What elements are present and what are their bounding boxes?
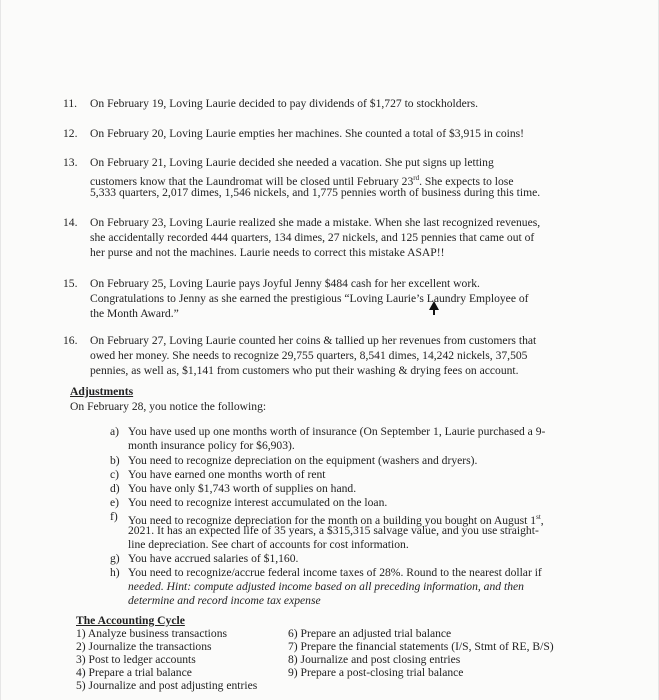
cycle-step: 3) Post to ledger accounts [76, 653, 196, 666]
item-text-line: she accidentally recorded 444 quarters, 134 dimes, 27 nickels, and 125 pennies that came out of [90, 231, 535, 244]
item-text-line: her purse and not the machines. Laurie needs to correct this mistake ASAP!! [90, 246, 445, 259]
adjustment-text-line: needed. Hint: compute adjusted income based on all preceding information, and then [128, 580, 524, 593]
adjustment-letter: g) [110, 552, 120, 565]
adjustment-letter: a) [110, 425, 120, 438]
adjustment-text-line: You have accrued salaries of $1,160. [128, 552, 299, 565]
item-text-line: On February 20, Loving Laurie empties her machines. She counted a total of $3,915 in coins! [90, 127, 525, 140]
item-number: 12. [63, 127, 78, 140]
item-text-line: customers know that the Laundromat will be closed until February 23rd. She expects to lose [90, 174, 514, 188]
item-number: 13. [63, 156, 78, 169]
item-text-line: pennies, as well as, $1,141 from customers who put their washing & drying fees on account. [90, 364, 519, 377]
cycle-step: 4) Prepare a trial balance [76, 666, 192, 679]
adjustment-text-line: You have used up one months worth of insurance (On September 1, Laurie purchased a 9- [128, 425, 546, 438]
adjustments-heading: Adjustments [70, 385, 134, 398]
cycle-heading: The Accounting Cycle [76, 614, 185, 627]
adjustment-letter: f) [110, 510, 118, 523]
item-text-line: owed her money. She needs to recognize 29,755 quarters, 8,541 dimes, 14,242 nickels, 37,505 [90, 349, 528, 362]
item-number: 14. [63, 216, 78, 229]
item-text-line: On February 19, Loving Laurie decided to pay dividends of $1,727 to stockholders. [90, 97, 478, 110]
item-number: 11. [63, 97, 78, 110]
adjustment-text-line: month insurance policy for $6,903). [128, 439, 295, 452]
cycle-step: 2) Journalize the transactions [76, 640, 212, 653]
adjustment-text-line: You need to recognize depreciation on the equipment (washers and dryers). [128, 454, 478, 467]
adjustment-text-line: You need to recognize depreciation for the month on a building you bought on August 1st, [128, 513, 544, 527]
cycle-step: 5) Journalize and post adjusting entries [76, 679, 258, 692]
adjustment-letter: e) [110, 496, 120, 509]
adjustment-text-line: 2021. It has an expected life of 35 years, a $315,315 salvage value, and you use straight- [128, 524, 539, 537]
item-text-line: On February 23, Loving Laurie realized she made a mistake. When she last recognized revenues, [90, 216, 541, 229]
adjustment-text-line: You need to recognize interest accumulated on the loan. [128, 496, 388, 509]
item-text-line: On February 25, Loving Laurie pays Joyful Jenny $484 cash for her excellent work. [90, 277, 480, 290]
adjustment-text-line: line depreciation. See chart of accounts for cost information. [128, 538, 409, 551]
adjustment-text-line: determine and record income tax expense [128, 594, 321, 607]
item-text-line: On February 27, Loving Laurie counted her coins & tallied up her revenues from customers that [90, 334, 537, 347]
cycle-step: 6) Prepare an adjusted trial balance [288, 627, 452, 640]
item-number: 15. [63, 277, 78, 290]
cycle-step: 9) Prepare a post-closing trial balance [288, 666, 464, 679]
item-number: 16. [63, 334, 78, 347]
adjustment-letter: h) [110, 566, 120, 579]
cycle-step: 8) Journalize and post closing entries [288, 653, 461, 666]
adjustments-intro: On February 28, you notice the following: [70, 400, 267, 413]
adjustment-text-line: You have earned one months worth of rent [128, 468, 326, 481]
item-text-line: the Month Award.” [90, 307, 179, 320]
adjustment-letter: c) [110, 468, 120, 481]
item-text-line: Congratulations to Jenny as she earned the prestigious “Loving Laurie’s Laundry Employee of [90, 292, 529, 305]
cycle-step: 1) Analyze business transactions [76, 627, 228, 640]
cycle-step: 7) Prepare the financial statements (I/S, Stmt of RE, B/S) [288, 640, 554, 653]
adjustment-text-line: You need to recognize/accrue federal income taxes of 28%. Round to the nearest dollar if [128, 566, 542, 579]
item-text-line: On February 21, Loving Laurie decided she needed a vacation. She put signs up letting [90, 156, 494, 169]
item-text-line: 5,333 quarters, 2,017 dimes, 1,546 nickels, and 1,775 pennies worth of business during this time. [90, 186, 541, 199]
adjustment-letter: b) [110, 454, 120, 467]
adjustment-letter: d) [110, 482, 120, 495]
adjustment-text-line: You have only $1,743 worth of supplies on hand. [128, 482, 357, 495]
mouse-cursor-icon [429, 301, 439, 310]
